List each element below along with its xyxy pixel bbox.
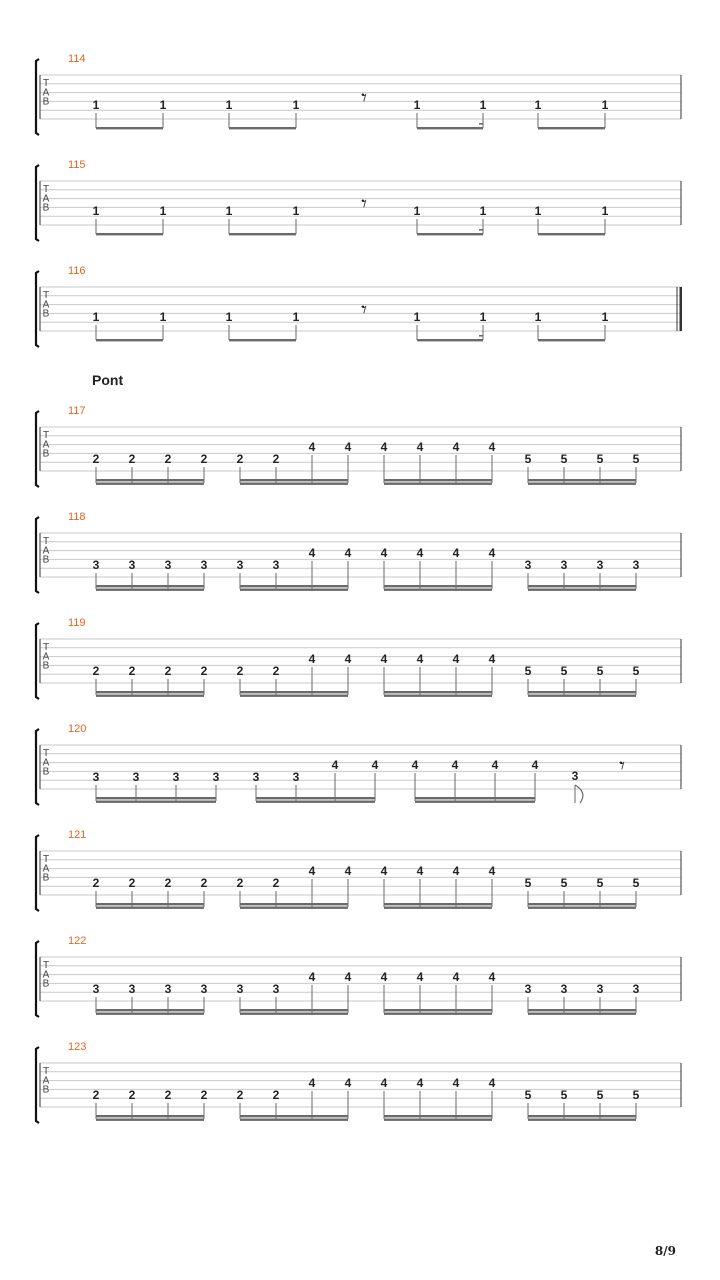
fret-number: 2 [92, 1088, 100, 1102]
beam [417, 233, 483, 235]
fret-number: 3 [200, 558, 208, 572]
staff-system-120 [36, 723, 681, 805]
system-bracket [36, 941, 39, 1017]
fret-number: 4 [331, 758, 339, 772]
beam [538, 233, 605, 235]
fret-number: 1 [479, 204, 487, 218]
beam [96, 483, 204, 485]
fret-number: 4 [380, 546, 388, 560]
fret-number: 1 [534, 204, 542, 218]
fret-number: 3 [292, 770, 300, 784]
fret-number: 4 [380, 1076, 388, 1090]
fret-number: 5 [560, 664, 568, 678]
eighth-rest-icon: 𝄾 [361, 297, 367, 322]
beam [528, 907, 636, 909]
partial-beam [479, 229, 483, 231]
beam [96, 903, 204, 905]
fret-number: 4 [488, 970, 496, 984]
fret-number: 4 [416, 546, 424, 560]
fret-number: 3 [92, 558, 100, 572]
fret-number: 4 [452, 546, 460, 560]
fret-number: 5 [596, 452, 604, 466]
fret-number: 1 [225, 98, 233, 112]
fret-number: 2 [128, 876, 136, 890]
fret-number: 1 [92, 310, 100, 324]
fret-number: 2 [128, 1088, 136, 1102]
fret-number: 2 [92, 452, 100, 466]
fret-number: 4 [488, 546, 496, 560]
fret-number: 3 [236, 558, 244, 572]
system-bracket [36, 165, 39, 241]
measure-number: 120 [68, 723, 87, 735]
beam [528, 1115, 636, 1117]
fret-number: 3 [560, 982, 568, 996]
fret-number: 5 [524, 876, 532, 890]
measure-number: 116 [68, 265, 86, 277]
fret-number: 4 [416, 1076, 424, 1090]
beam [240, 1013, 348, 1015]
system-bracket [36, 59, 39, 135]
tab-clef-letter: T [42, 748, 50, 759]
eighth-rest-icon: 𝄾 [361, 85, 367, 110]
beam [528, 483, 636, 485]
beam [538, 339, 605, 341]
staff-system-119 [36, 617, 681, 699]
measure-number: 121 [68, 829, 87, 841]
beam [417, 339, 483, 341]
fret-number: 3 [200, 982, 208, 996]
fret-number: 3 [596, 982, 604, 996]
fret-number: 2 [272, 664, 280, 678]
beam [528, 1013, 636, 1015]
tab-clef-letter: A [42, 863, 50, 875]
fret-number: 3 [272, 558, 280, 572]
fret-number: 3 [571, 769, 579, 783]
beam [96, 801, 216, 803]
fret-number: 4 [380, 970, 388, 984]
tab-clef-letter: A [42, 969, 50, 981]
tab-clef-letter: B [42, 978, 50, 990]
partial-beam [479, 335, 483, 337]
beam [240, 1119, 348, 1121]
fret-number: 1 [601, 310, 609, 324]
beam [96, 233, 163, 235]
beam [96, 127, 163, 129]
beam [528, 903, 636, 905]
fret-number: 1 [479, 98, 487, 112]
fret-number: 5 [524, 452, 532, 466]
fret-number: 4 [308, 864, 316, 878]
section-label: Pont [92, 372, 124, 388]
tab-clef-letter: T [42, 960, 50, 971]
fret-number: 2 [164, 1088, 172, 1102]
beam [229, 127, 296, 129]
fret-number: 4 [308, 546, 316, 560]
fret-number: 1 [292, 310, 300, 324]
staff-system-117 [36, 405, 681, 487]
fret-number: 3 [92, 982, 100, 996]
fret-number: 2 [164, 876, 172, 890]
fret-number: 1 [292, 204, 300, 218]
beam [384, 1013, 492, 1015]
tab-clef-letter: A [42, 299, 50, 311]
fret-number: 3 [632, 558, 640, 572]
staff-system-123 [36, 1041, 681, 1123]
fret-number: 3 [128, 558, 136, 572]
measure-number: 117 [68, 405, 86, 417]
fret-number: 3 [172, 770, 180, 784]
beam [256, 797, 375, 799]
beam [384, 585, 492, 587]
beam [96, 1009, 204, 1011]
final-barline-thick [680, 287, 683, 331]
fret-number: 2 [236, 876, 244, 890]
tab-clef-letter: A [42, 757, 50, 769]
fret-number: 2 [236, 452, 244, 466]
tab-clef-letter: A [42, 1075, 50, 1087]
tab-clef-letter: T [42, 642, 50, 653]
system-bracket [36, 729, 39, 805]
fret-number: 2 [164, 452, 172, 466]
fret-number: 2 [236, 664, 244, 678]
fret-number: 4 [416, 864, 424, 878]
beam [417, 127, 483, 129]
fret-number: 4 [371, 758, 379, 772]
eighth-rest-icon: 𝄾 [361, 191, 367, 216]
staff-system-122 [36, 935, 681, 1017]
fret-number: 1 [225, 204, 233, 218]
fret-number: 3 [92, 770, 100, 784]
tab-clef-letter: A [42, 87, 50, 99]
fret-number: 4 [488, 1076, 496, 1090]
tab-clef-letter: A [42, 545, 50, 557]
fret-number: 2 [272, 452, 280, 466]
staff-system-116 [36, 265, 682, 347]
beam [240, 691, 348, 693]
fret-number: 3 [524, 558, 532, 572]
beam [240, 907, 348, 909]
fret-number: 5 [560, 1088, 568, 1102]
beam [240, 589, 348, 591]
tab-clef-letter: B [42, 96, 50, 108]
fret-number: 4 [344, 546, 352, 560]
beam [415, 801, 535, 803]
fret-number: 5 [632, 452, 640, 466]
eighth-rest-icon: 𝄾 [619, 753, 625, 778]
beam [96, 907, 204, 909]
fret-number: 1 [159, 310, 167, 324]
tab-clef-letter: T [42, 1066, 50, 1077]
fret-number: 3 [128, 982, 136, 996]
fret-number: 4 [452, 652, 460, 666]
fret-number: 3 [164, 982, 172, 996]
fret-number: 4 [416, 440, 424, 454]
tab-clef-letter: T [42, 854, 50, 865]
fret-number: 4 [416, 970, 424, 984]
fret-number: 3 [632, 982, 640, 996]
fret-number: 1 [159, 98, 167, 112]
fret-number: 1 [413, 310, 421, 324]
fret-number: 1 [601, 204, 609, 218]
fret-number: 4 [380, 440, 388, 454]
beam [528, 695, 636, 697]
beam [96, 1013, 204, 1015]
beam [240, 479, 348, 481]
beam [96, 339, 163, 341]
fret-number: 2 [92, 876, 100, 890]
fret-number: 4 [344, 970, 352, 984]
beam [384, 479, 492, 481]
beam [528, 691, 636, 693]
beam [528, 585, 636, 587]
fret-number: 2 [200, 664, 208, 678]
page-number: 8/9 [654, 1244, 676, 1258]
fret-number: 2 [236, 1088, 244, 1102]
tab-clef-letter: T [42, 78, 50, 89]
fret-number: 2 [128, 452, 136, 466]
beam [240, 903, 348, 905]
measure-number: 115 [68, 159, 86, 171]
fret-number: 2 [128, 664, 136, 678]
fret-number: 5 [524, 664, 532, 678]
fret-number: 2 [200, 876, 208, 890]
fret-number: 5 [632, 664, 640, 678]
fret-number: 4 [488, 652, 496, 666]
fret-number: 4 [380, 864, 388, 878]
measure-number: 122 [68, 935, 87, 947]
fret-number: 1 [225, 310, 233, 324]
system-bracket [36, 411, 39, 487]
fret-number: 4 [531, 758, 539, 772]
measure-number: 114 [68, 53, 86, 65]
beam [384, 1119, 492, 1121]
staff-system-114 [36, 53, 681, 135]
staff-system-121 [36, 829, 681, 911]
system-bracket [36, 623, 39, 699]
fret-number: 2 [272, 876, 280, 890]
beam [240, 1115, 348, 1117]
fret-number: 2 [164, 664, 172, 678]
fret-number: 3 [236, 982, 244, 996]
fret-number: 4 [452, 864, 460, 878]
beam [384, 695, 492, 697]
fret-number: 3 [524, 982, 532, 996]
fret-number: 4 [308, 1076, 316, 1090]
tab-clef-letter: B [42, 660, 50, 672]
beam [240, 1009, 348, 1011]
measure-number: 119 [68, 617, 86, 629]
beam [384, 691, 492, 693]
beam [384, 483, 492, 485]
tab-clef-letter: B [42, 448, 50, 460]
fret-number: 4 [344, 1076, 352, 1090]
beam [384, 907, 492, 909]
fret-number: 3 [212, 770, 220, 784]
fret-number: 1 [159, 204, 167, 218]
beam [96, 1115, 204, 1117]
fret-number: 4 [344, 652, 352, 666]
fret-number: 4 [491, 758, 499, 772]
note-flag [575, 785, 583, 803]
fret-number: 1 [413, 204, 421, 218]
system-bracket [36, 271, 39, 347]
beam [240, 483, 348, 485]
beam [96, 1119, 204, 1121]
tab-clef-letter: B [42, 202, 50, 214]
measure-number: 123 [68, 1041, 87, 1053]
partial-beam [479, 123, 483, 125]
fret-number: 3 [560, 558, 568, 572]
tab-clef-letter: B [42, 554, 50, 566]
tab-clef-letter: B [42, 872, 50, 884]
fret-number: 1 [601, 98, 609, 112]
fret-number: 4 [488, 864, 496, 878]
beam [528, 1009, 636, 1011]
fret-number: 3 [272, 982, 280, 996]
fret-number: 4 [344, 864, 352, 878]
beam [528, 479, 636, 481]
fret-number: 5 [560, 452, 568, 466]
fret-number: 4 [452, 970, 460, 984]
fret-number: 4 [380, 652, 388, 666]
fret-number: 2 [200, 452, 208, 466]
beam [528, 589, 636, 591]
fret-number: 1 [92, 98, 100, 112]
beam [538, 127, 605, 129]
system-bracket [36, 835, 39, 911]
fret-number: 1 [534, 310, 542, 324]
beam [240, 695, 348, 697]
tab-clef-letter: B [42, 1084, 50, 1096]
fret-number: 3 [596, 558, 604, 572]
tab-clef-letter: A [42, 651, 50, 663]
fret-number: 1 [479, 310, 487, 324]
beam [384, 1009, 492, 1011]
beam [96, 695, 204, 697]
fret-number: 4 [411, 758, 419, 772]
beam [384, 1115, 492, 1117]
fret-number: 4 [452, 1076, 460, 1090]
tab-clef-letter: A [42, 439, 50, 451]
fret-number: 5 [596, 1088, 604, 1102]
staff-system-118 [36, 511, 681, 593]
fret-number: 1 [413, 98, 421, 112]
measure-number: 118 [68, 511, 86, 523]
beam [229, 233, 296, 235]
fret-number: 2 [272, 1088, 280, 1102]
system-bracket [36, 1047, 39, 1123]
fret-number: 3 [252, 770, 260, 784]
tab-clef-letter: B [42, 766, 50, 778]
fret-number: 4 [416, 652, 424, 666]
beam [384, 589, 492, 591]
fret-number: 4 [344, 440, 352, 454]
tab-clef-letter: T [42, 184, 50, 195]
tab-clef-letter: T [42, 290, 50, 301]
tab-clef-letter: T [42, 536, 50, 547]
fret-number: 4 [308, 440, 316, 454]
fret-number: 5 [524, 1088, 532, 1102]
beam [240, 585, 348, 587]
fret-number: 5 [632, 876, 640, 890]
beam [256, 801, 375, 803]
fret-number: 4 [488, 440, 496, 454]
tab-clef-letter: A [42, 193, 50, 205]
fret-number: 1 [292, 98, 300, 112]
tab-clef-letter: B [42, 308, 50, 320]
fret-number: 4 [452, 440, 460, 454]
fret-number: 1 [92, 204, 100, 218]
beam [384, 903, 492, 905]
beam [96, 585, 204, 587]
fret-number: 2 [92, 664, 100, 678]
beam [528, 1119, 636, 1121]
fret-number: 3 [164, 558, 172, 572]
fret-number: 1 [534, 98, 542, 112]
staff-system-115 [36, 159, 681, 241]
beam [415, 797, 535, 799]
fret-number: 5 [632, 1088, 640, 1102]
beam [229, 339, 296, 341]
fret-number: 4 [308, 970, 316, 984]
beam [96, 479, 204, 481]
beam [96, 797, 216, 799]
fret-number: 5 [560, 876, 568, 890]
system-bracket [36, 517, 39, 593]
fret-number: 4 [451, 758, 459, 772]
fret-number: 2 [200, 1088, 208, 1102]
fret-number: 5 [596, 664, 604, 678]
fret-number: 5 [596, 876, 604, 890]
beam [96, 691, 204, 693]
fret-number: 3 [132, 770, 140, 784]
fret-number: 4 [308, 652, 316, 666]
beam [96, 589, 204, 591]
tab-clef-letter: T [42, 430, 50, 441]
